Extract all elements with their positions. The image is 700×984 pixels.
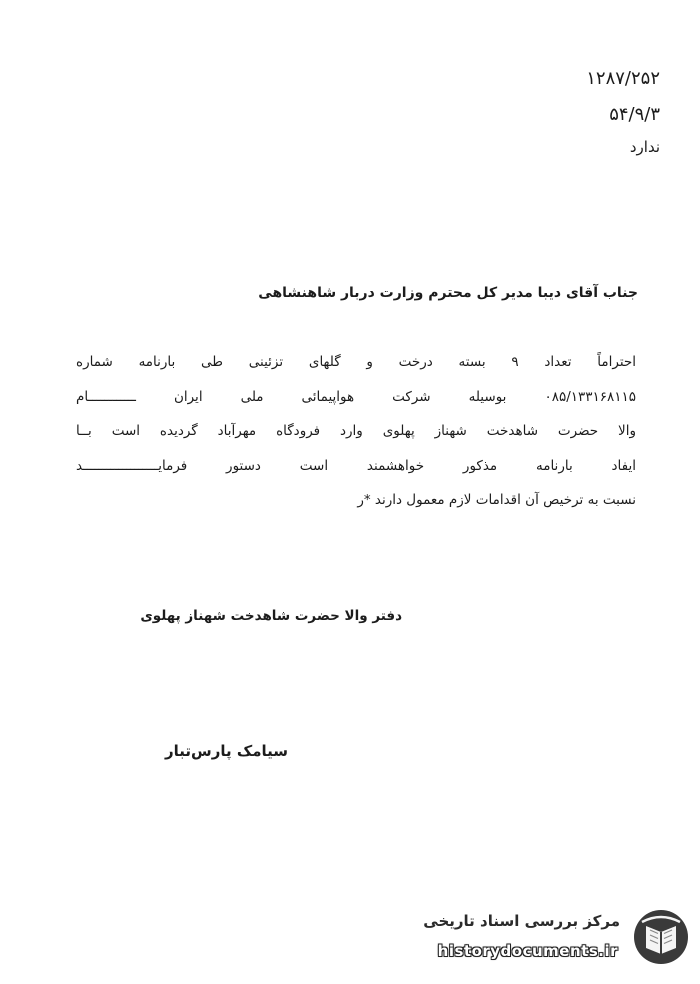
watermark-title: مرکز بررسی اسناد تاریخی [423,912,620,930]
watermark-footer [390,908,690,970]
body-line: ۰۸۵/۱۳۳۱۶۸۱۱۵ بوسیله شرکت هواپیمائی ملی ایران ــــــــــــام [76,388,636,405]
addressee-line: جناب آقای دیبا مدیر کل محترم وزارت دربار شاهنشاهی [258,285,638,301]
body-line: ایفاد بارنامه مذکور خواهشمند است دستور فرمایـــــــــــــــــــد [76,457,636,474]
attachment-note: ندارد [629,138,660,156]
carbon-copy-recipient: دفتر والا حضرت شاهدخت شهناز پهلوی [140,608,402,624]
reference-number: ۱۲۸۷/۲۵۲ [586,68,660,89]
body-line: والا حضرت شاهدخت شهناز پهلوی وارد فرودگاه مهرآباد گردیده است بــا [76,423,636,439]
watermark-url: historydocuments.ir [437,942,618,960]
signature-name: سیامک پارس‌تبار [165,742,288,760]
body-line: احتراماً تعداد ۹ بسته درخت و گلهای تزئینی طی بارنامه شماره [76,354,636,370]
body-line: نسبت به ترخیص آن اقدامات لازم معمول دارند *ر [357,492,636,508]
letter-date: ۵۴/۹/۳ [609,104,660,125]
book-scroll-logo-icon [632,908,690,966]
letter-body [76,352,636,525]
